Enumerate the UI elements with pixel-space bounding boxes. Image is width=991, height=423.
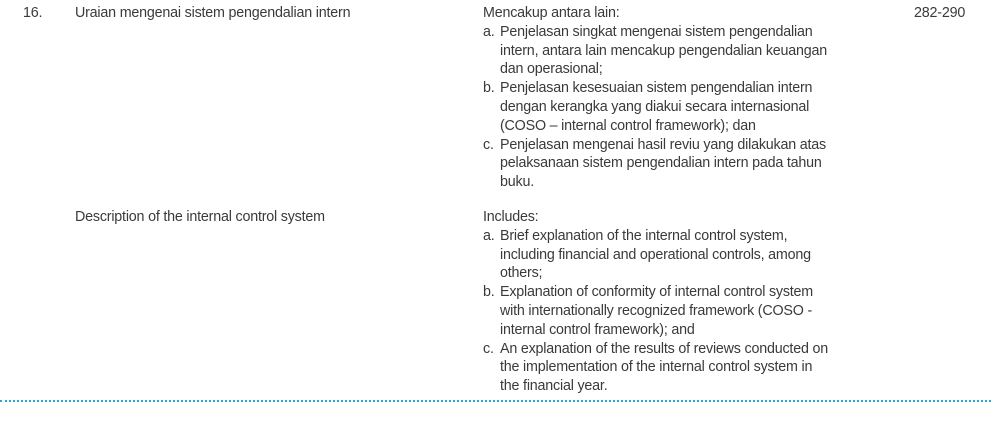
list-marker: c.	[483, 340, 494, 357]
criteria-item	[483, 79, 883, 135]
criteria-item-line: including financial and operational controls, among	[500, 246, 811, 263]
page-reference: 282-290	[914, 5, 966, 21]
row-number: 16.	[23, 5, 43, 21]
criteria-item	[483, 136, 883, 192]
list-marker: a.	[483, 23, 495, 40]
criteria-item-line: Penjelasan kesesuaian sistem pengendalian intern	[500, 80, 813, 97]
list-marker: b.	[483, 80, 495, 97]
criteria-item-line: buku.	[500, 174, 534, 191]
criteria-item-line: Explanation of conformity of internal control system	[500, 284, 814, 301]
criteria-item-line: (COSO – internal control framework); dan	[500, 117, 756, 134]
criteria-item-line: Penjelasan mengenai hasil reviu yang dilakukan atas	[500, 136, 826, 153]
criteria-item-line: Penjelasan singkat mengenai sistem pengendalian	[500, 23, 813, 40]
criteria-item-line: with internationally recognized framework (COSO -	[500, 302, 812, 319]
criteria-item	[483, 227, 883, 283]
criteria-item-line: internal control framework); and	[500, 321, 695, 338]
list-marker: c.	[483, 136, 494, 153]
criteria-item-line: pelaksanaan sistem pengendalian intern pada tahun	[500, 155, 822, 172]
criteria-item	[483, 283, 883, 339]
criteria-intro: Includes:	[483, 209, 539, 225]
criteria-item-line: dengan kerangka yang diakui secara internasional	[500, 98, 810, 115]
criteria-english	[483, 208, 883, 396]
list-marker: a.	[483, 227, 495, 244]
criteria-list	[483, 227, 883, 396]
criteria-item-line: the implementation of the internal control system in	[500, 359, 813, 376]
criteria-item-line: Brief explanation of the internal control system,	[500, 227, 788, 244]
criteria-item-line: intern, antara lain mencakup pengendalian keuangan	[500, 42, 828, 59]
criteria-item-line: An explanation of the results of reviews conducted on	[500, 340, 828, 357]
criteria-item-line: the financial year.	[500, 378, 608, 395]
criteria-indonesian	[483, 4, 883, 192]
criteria-item	[483, 340, 883, 396]
criteria-intro: Mencakup antara lain:	[483, 5, 620, 21]
criteria-item-line: others;	[500, 265, 543, 282]
criteria-item	[483, 23, 883, 79]
section-divider	[0, 400, 991, 402]
description-indonesian: Uraian mengenai sistem pengendalian intern	[75, 5, 351, 21]
list-marker: b.	[483, 284, 495, 301]
criteria-list	[483, 23, 883, 192]
description-english: Description of the internal control system	[75, 209, 325, 225]
criteria-item-line: dan operasional;	[500, 61, 603, 78]
